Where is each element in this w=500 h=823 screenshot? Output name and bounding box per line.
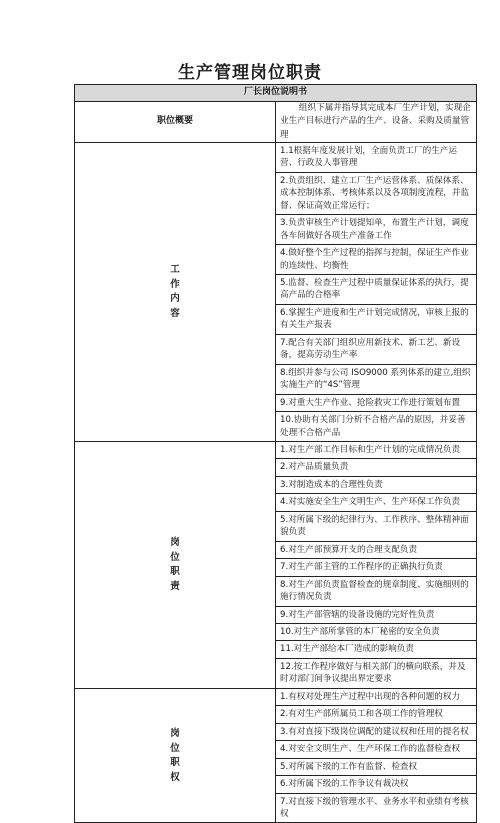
list-item: 8.组织并参与公司 ISO9000 系列体系的建立,组织实施生产的“4S”管理	[276, 365, 476, 395]
list-item: 3.对制造成本的合理性负责	[276, 477, 476, 494]
label-char: 责	[170, 580, 180, 592]
list-item: 3.负责审核生产计划提知单，布置生产计划，调度各车间做好各项生产准备工作	[276, 215, 476, 245]
list-item: 5.对所属下级的纪律行为、工作秩序、整体精神面貌负责	[276, 512, 476, 542]
label-char: 工	[170, 264, 180, 276]
list-item: 4.对实施安全生产文明生产、生产环保工作负责	[276, 494, 476, 511]
duty-row	[75, 442, 477, 689]
label-char: 岗	[170, 728, 180, 740]
list-item: 10.协助有关部门分析不合格产品的原因，并妥善处理不合格产品	[280, 415, 466, 438]
summary-cell	[276, 102, 477, 143]
duty-label	[75, 442, 276, 689]
work-content-list	[276, 142, 477, 441]
authority-label	[75, 688, 276, 823]
list-item: 2.负责组织、建立工厂生产运营体系、质保体系、成本控制体系、考核体系以及各项制度流程，并监督、保证高效正常运行；	[276, 173, 476, 215]
page-title: 生产管理岗位职责	[178, 63, 322, 83]
list-item: 1.1根据年度发展计划，全面负责工厂的生产运营、行政及人事管理	[276, 143, 476, 173]
list-item: 11.对生产部给本厂造成的影响负责	[276, 641, 476, 658]
list-item: 6.对所属下级的工作争议有裁决权	[276, 776, 476, 793]
list-item: 8.对生产部负责监督检查的规章制度、实施细则的施行情况负责	[276, 577, 476, 607]
list-item: 7.配合有关部门组织应用新技术、新工艺、新设备，提高劳动生产率	[276, 335, 476, 365]
list-item: 9.对重大生产作业、抢险救灾工作进行策划布置	[276, 395, 476, 412]
list-item: 5.监督、检查生产过程中质量保证体系的执行，提高产品的合格率	[276, 275, 476, 305]
summary-text: 组织下属并指导其完成本厂生产计划，实现企业生产目标进行产品的生产、设备、采购及质量管理	[280, 103, 471, 140]
list-item: 1.对生产部工作目标和生产计划的完成情况负责	[276, 442, 476, 459]
label-char: 位	[170, 551, 180, 563]
list-item: 3.有对直接下级岗位调配的建议权和任用的提名权	[276, 724, 476, 741]
summary-label: 职位概要	[75, 102, 276, 143]
authority-list	[276, 688, 477, 823]
list-item: 1.有权对处理生产过程中出现的各种问题的权力	[276, 689, 476, 706]
label-char: 位	[170, 742, 180, 754]
list-item: 7.对直接下级的管理水平、业务水平和业绩有考核权	[280, 796, 469, 819]
authority-row	[75, 688, 477, 823]
label-char: 权	[170, 771, 180, 783]
work-content-row	[75, 142, 477, 441]
list-item: 12.按工作程序做好与相关部门的横向联系，并及时对部门间争议提出界定要求	[280, 661, 466, 685]
label-char: 岗	[170, 537, 180, 549]
table-header: 厂长岗位说明书	[75, 85, 477, 102]
list-item: 7.对生产部主管的工作程序的正确执行负责	[276, 559, 476, 576]
work-content-label	[75, 142, 276, 441]
list-item: 5.对所属下级的工作有监督、检查权	[276, 759, 476, 776]
label-char: 容	[170, 307, 180, 319]
list-item: 4.做好整个生产过程的指挥与控制，保证生产作业的连续性、均衡性	[276, 245, 476, 275]
list-item: 2.对产品质量负责	[276, 459, 476, 476]
table-header-row	[75, 85, 477, 102]
list-item: 4.对安全文明生产、生产环保工作的监督检查权	[276, 741, 476, 758]
label-char: 职	[170, 757, 180, 769]
list-item: 6.对生产部预算开支的合理支配负责	[276, 542, 476, 559]
list-item: 9.对生产部管辖的设备设施的完好性负责	[276, 607, 476, 624]
label-char: 职	[170, 566, 180, 578]
job-description-table	[74, 84, 477, 823]
list-item: 2.有对生产部所属员工和各项工作的管理权	[276, 706, 476, 723]
summary-row	[75, 102, 477, 143]
list-item: 10.对生产部所掌管的本厂秘密的安全负责	[276, 624, 476, 641]
label-char: 作	[170, 278, 180, 290]
label-char: 内	[170, 293, 180, 305]
list-item: 6.掌握生产进度和生产计划完成情况，审核上报的有关生产报表	[276, 305, 476, 335]
duty-list	[276, 442, 477, 689]
